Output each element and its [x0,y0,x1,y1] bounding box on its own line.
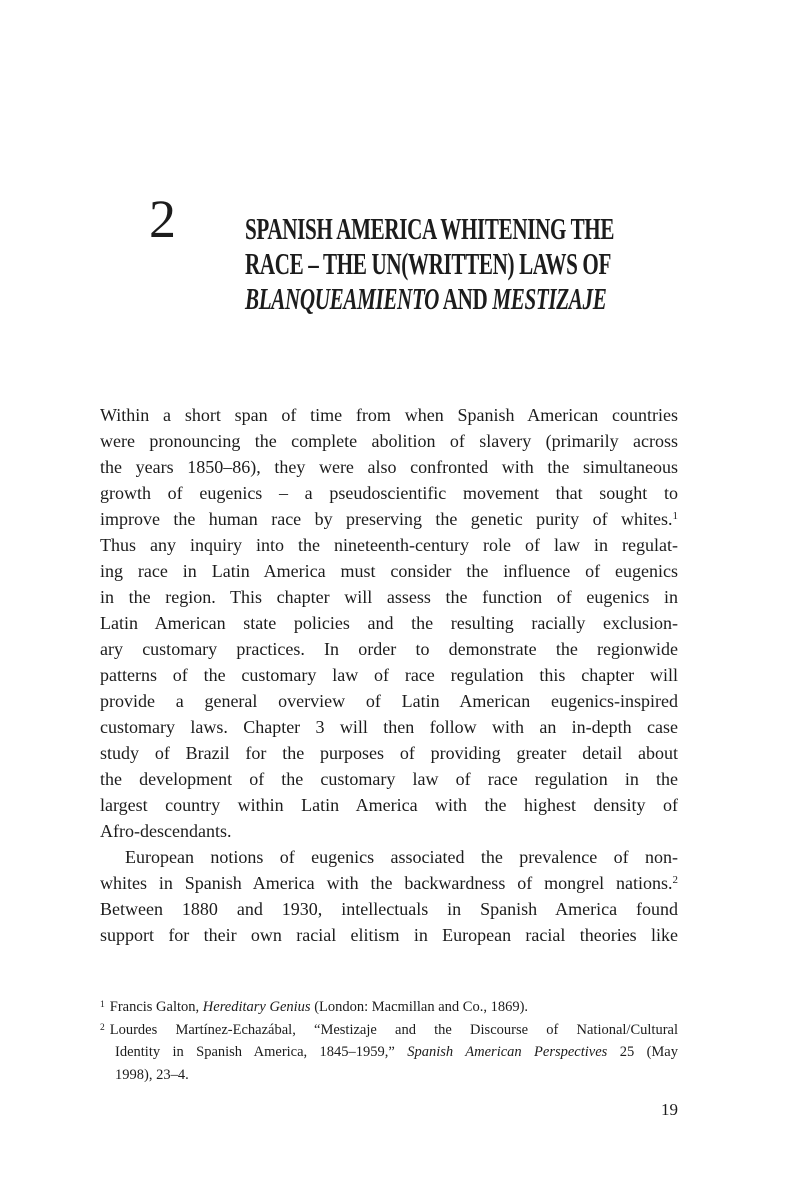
body-line: European notions of eugenics associated the prevalence of non- [125,847,678,867]
footnote-reference-1: 1 [672,510,678,522]
body-line: the development of the customary law of race regulation in the [100,769,678,789]
body-line [100,506,678,532]
body-line: Within a short span of time from when Spanish American countries [100,405,678,425]
title-term-mestizaje: MESTIZAJE [492,281,607,316]
footnote-2-line-1 [100,1019,678,1042]
footnote-1-marker: 1 [100,1000,105,1010]
body-line: growth of eugenics – a pseudoscientific movement that sought to [100,483,678,503]
body-line-text: whites in Spanish America with the backwardness of mongrel nations. [100,873,673,893]
footnotes-section [100,996,678,1086]
body-line: ing race in Latin America must consider the influence of eugenics [100,561,678,581]
footnote-1 [100,996,678,1019]
footnote-2-line-3: 1998), 23–4. [115,1066,189,1083]
footnote-1-text: (London: Macmillan and Co., 1869). [310,999,529,1015]
body-line: the years 1850–86), they were also confronted with the simultaneous [100,457,678,477]
body-line: Between 1880 and 1930, intellectuals in Spanish America found [100,899,678,919]
body-line-text: improve the human race by preserving the genetic purity of whites. [100,509,673,529]
body-line: customary laws. Chapter 3 will then follow with an in-depth case [100,717,678,737]
footnote-2-text: Identity in Spanish America, 1845–1959,” [115,1044,408,1060]
paragraph-1 [100,402,678,844]
title-conjunction: AND [438,281,493,316]
page-number: 19 [661,1100,678,1119]
chapter-title [245,211,614,316]
body-line: in the region. This chapter will assess the function of eugenics in [100,587,678,607]
body-text [100,402,678,948]
footnote-2-marker: 2 [100,1022,105,1033]
body-line: Latin American state policies and the resulting racially exclusion- [100,613,678,633]
chapter-title-line-1: SPANISH AMERICA WHITENING THE [245,211,615,246]
body-line: study of Brazil for the purposes of providing greater detail about [100,743,678,763]
body-line: were pronouncing the complete abolition of slavery (primarily across [100,431,678,451]
body-line: provide a general overview of Latin American eugenics-inspired [100,691,678,711]
footnote-2-text: 25 (May [607,1044,678,1060]
footnote-2-text: Lourdes Martínez-Echazábal, “Mestizaje and the Discourse of National/Cultural [109,1021,678,1038]
chapter-title-line-3 [245,281,614,316]
body-line: patterns of the customary law of race regulation this chapter will [100,665,678,685]
body-line: Afro-descendants. [100,821,232,841]
body-line: support for their own racial elitism in European racial theories like [100,925,678,945]
chapter-title-line-2: RACE – THE UN(WRITTEN) LAWS OF [245,246,611,281]
body-line: Thus any inquiry into the nineteenth-century role of law in regulat- [100,535,678,555]
footnote-2-journal-title: Spanish American Perspectives [407,1044,608,1060]
footnote-2-line-2 [100,1041,678,1064]
paragraph-2 [100,844,678,948]
footnote-1-text: Francis Galton, [109,999,203,1015]
body-line: largest country within Latin America with the highest density of [100,795,678,815]
title-term-blanqueamiento: BLANQUEAMIENTO [245,281,439,316]
body-line: ary customary practices. In order to demonstrate the regionwide [100,639,678,659]
body-line [100,870,678,896]
footnote-reference-2: 2 [672,874,678,886]
footnote-1-work-title: Hereditary Genius [202,999,311,1015]
chapter-number: 2 [149,189,176,249]
